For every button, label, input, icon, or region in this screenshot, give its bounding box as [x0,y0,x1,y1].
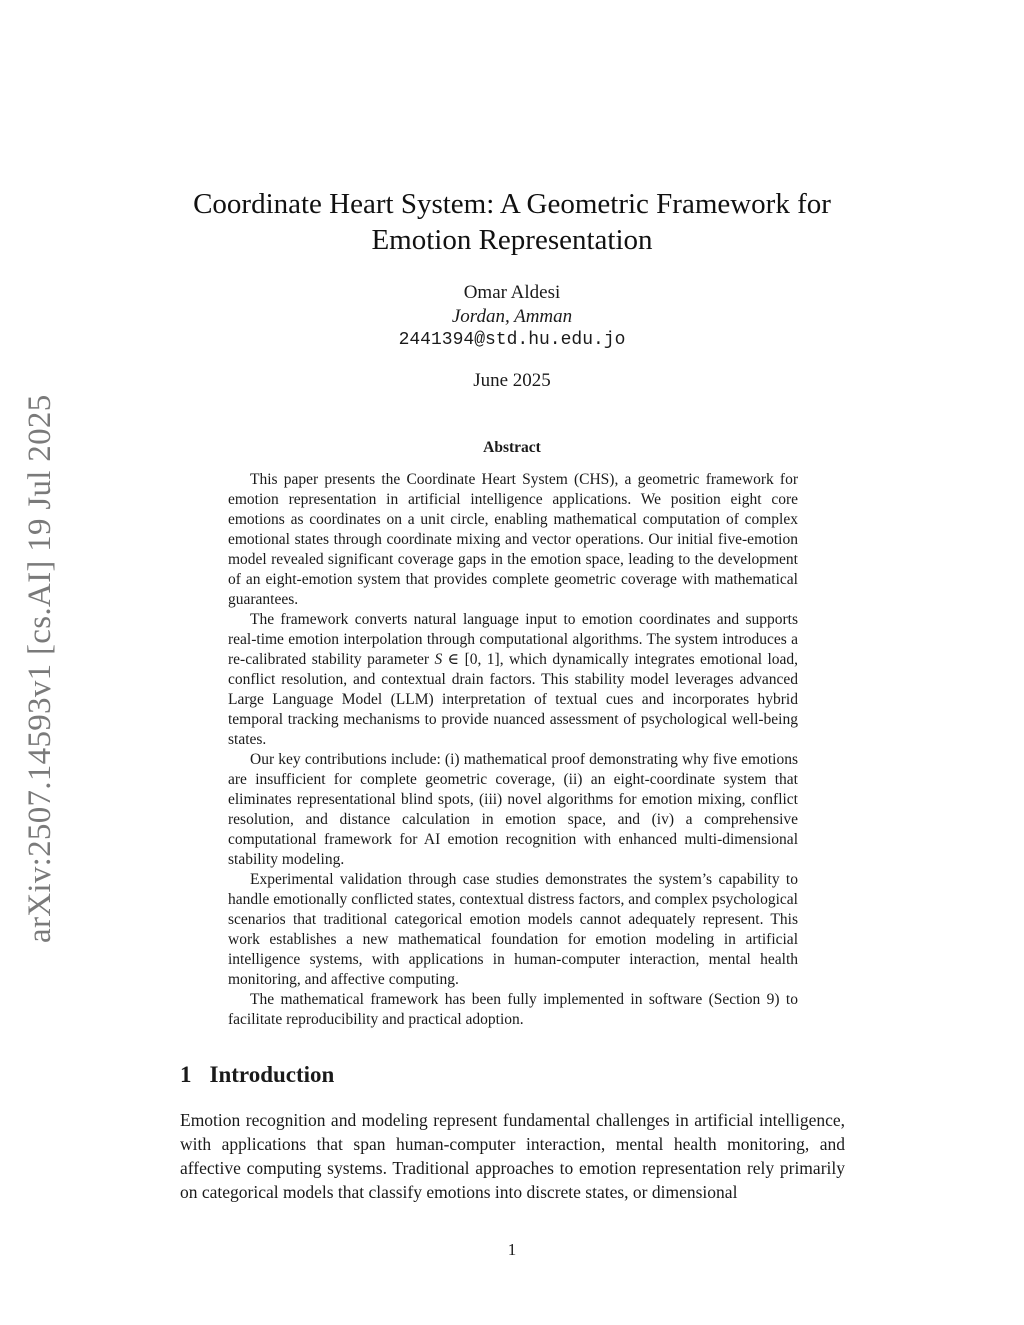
author-affiliation: Jordan, Amman [451,306,573,327]
abstract-p2-text-start: The framework converts natural language input to emotion coordinates and supports real-time emotion interpolation through computational algorithms. The system introduces a re-calibrated stability parameter [228,611,798,668]
page-number: 1 [507,1240,517,1259]
paper-title: Coordinate Heart System: A Geometric Framework for Emotion Representation [193,188,831,256]
author-name: Omar Aldesi [463,282,561,303]
introduction-paragraph: Emotion recognition and modeling represent fundamental challenges in artificial intelligence, with applications that span human-computer interaction, mental health monitoring, and affective computing systems. Traditional approaches to emotion representation rely primarily on categorical models that classify emotions into discrete states, or dimensional [180,1110,845,1202]
publication-date: June 2025 [473,370,551,391]
section-title: Introduction [209,1062,335,1087]
abstract-heading: Abstract [483,439,541,456]
abstract-paragraph-3: Our key contributions include: (i) mathematical proof demonstrating why five emotions are insufficient for complete geometric coverage, (ii) an eight-coordinate system that eliminates representational blind spots, (iii) novel algorithms for emotion mixing, conflict resolution, and distance calculation in emotion space, and (iv) a comprehensive computational framework for AI emotion recognition with enhanced multi-dimensional stability modeling. [228,751,798,868]
section-number: 1 [180,1062,192,1087]
section-heading-introduction [180,1062,334,1088]
stability-parameter-symbol: S [434,651,443,668]
abstract-paragraph-2 [228,610,798,750]
abstract-paragraph-4: Experimental validation through case studies demonstrates the system’s capability to handle emotionally conflicted states, contextual distress factors, and complex psychological scenarios that traditional categorical emotion models cannot adequately represent. This work establishes a new mathematical foundation for emotion modeling in artificial intelligence systems, with applications in human-computer interaction, mental health monitoring, and affective computing. [228,871,798,988]
arxiv-identifier: arXiv:2507.14593v1 [cs.AI] 19 Jul 2025 [22,394,58,943]
abstract-paragraph-5: The mathematical framework has been fully implemented in software (Section 9) to facilitate reproducibility and practical adoption. [228,991,798,1028]
stability-parameter-range: ∈ [0, 1] [442,651,500,668]
abstract-body [228,470,798,1030]
abstract-p2-text-end: , which dynamically integrates emotional load, conflict resolution, and contextual drain factors. This stability model leverages advanced Large Language Model (LLM) interpretation of textual cues and incorporates hybrid temporal tracking mechanisms to provide nuanced assessment of psychological well-being states. [228,651,799,748]
author-email: 2441394@std.hu.edu.jo [398,330,626,350]
abstract-paragraph-1: This paper presents the Coordinate Heart System (CHS), a geometric framework for emotion representation in artificial intelligence applications. We position eight core emotions as coordinates on a unit circle, enabling mathematical computation of complex emotional states through coordinate mixing and vector operations. Our initial five-emotion model revealed significant coverage gaps in the emotion space, leading to the development of an eight-emotion system that provides complete geometric coverage with mathematical guarantees. [228,471,798,608]
